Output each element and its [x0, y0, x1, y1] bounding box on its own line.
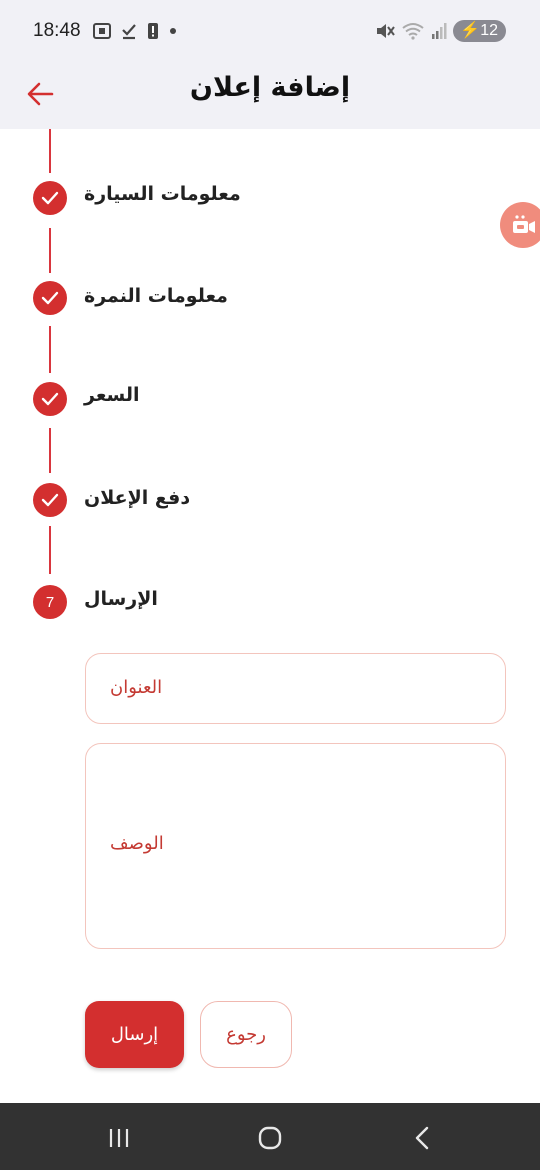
step-connector — [49, 228, 51, 273]
screen-recorder-button[interactable] — [500, 202, 540, 248]
step-4-label[interactable]: دفع الإعلان — [84, 487, 191, 509]
signal-icon — [431, 22, 447, 40]
back-step-button[interactable]: رجوع — [200, 1001, 292, 1068]
page-title: إضافة إعلان — [189, 72, 351, 103]
step-4-indicator[interactable] — [33, 483, 67, 517]
status-notifications — [92, 22, 178, 40]
wifi-icon — [401, 22, 425, 40]
send-button[interactable]: إرسال — [85, 1001, 184, 1068]
step-connector — [49, 428, 51, 473]
title-placeholder: العنوان — [110, 677, 163, 698]
download-done-icon — [120, 22, 138, 40]
step-2-indicator[interactable] — [33, 281, 67, 315]
step-1-label[interactable]: معلومات السيارة — [84, 183, 241, 205]
title-input[interactable] — [85, 653, 506, 724]
mute-icon — [375, 22, 395, 40]
status-bar — [0, 0, 540, 64]
step-3-label[interactable]: السعر — [84, 384, 140, 406]
screenshot-icon — [92, 22, 112, 40]
battery-level: 12 — [480, 22, 498, 39]
app-bar — [0, 64, 540, 129]
recent-apps-icon[interactable] — [107, 1127, 131, 1149]
step-5-label[interactable]: الإرسال — [84, 588, 158, 610]
home-icon[interactable] — [257, 1125, 283, 1151]
step-connector — [49, 326, 51, 373]
system-nav-bar — [0, 1103, 540, 1170]
video-camera-icon — [511, 214, 537, 236]
status-system-icons — [375, 20, 506, 42]
dot-icon — [168, 26, 178, 36]
check-icon — [40, 290, 60, 306]
step-1-indicator[interactable] — [33, 181, 67, 215]
battery-indicator: ⚡12 — [453, 20, 506, 42]
step-connector — [49, 129, 51, 173]
check-icon — [40, 492, 60, 508]
step-2-label[interactable]: معلومات النمرة — [84, 285, 228, 307]
check-icon — [40, 391, 60, 407]
status-time: 18:48 — [33, 20, 81, 41]
step-connector — [49, 526, 51, 574]
description-input[interactable] — [85, 743, 506, 949]
step-number: 7 — [45, 593, 55, 611]
check-icon — [40, 190, 60, 206]
step-3-indicator[interactable] — [33, 382, 67, 416]
step-5-indicator[interactable] — [33, 585, 67, 619]
description-placeholder: الوصف — [110, 833, 164, 854]
alert-icon — [146, 22, 160, 40]
nav-back-icon[interactable] — [412, 1125, 432, 1151]
